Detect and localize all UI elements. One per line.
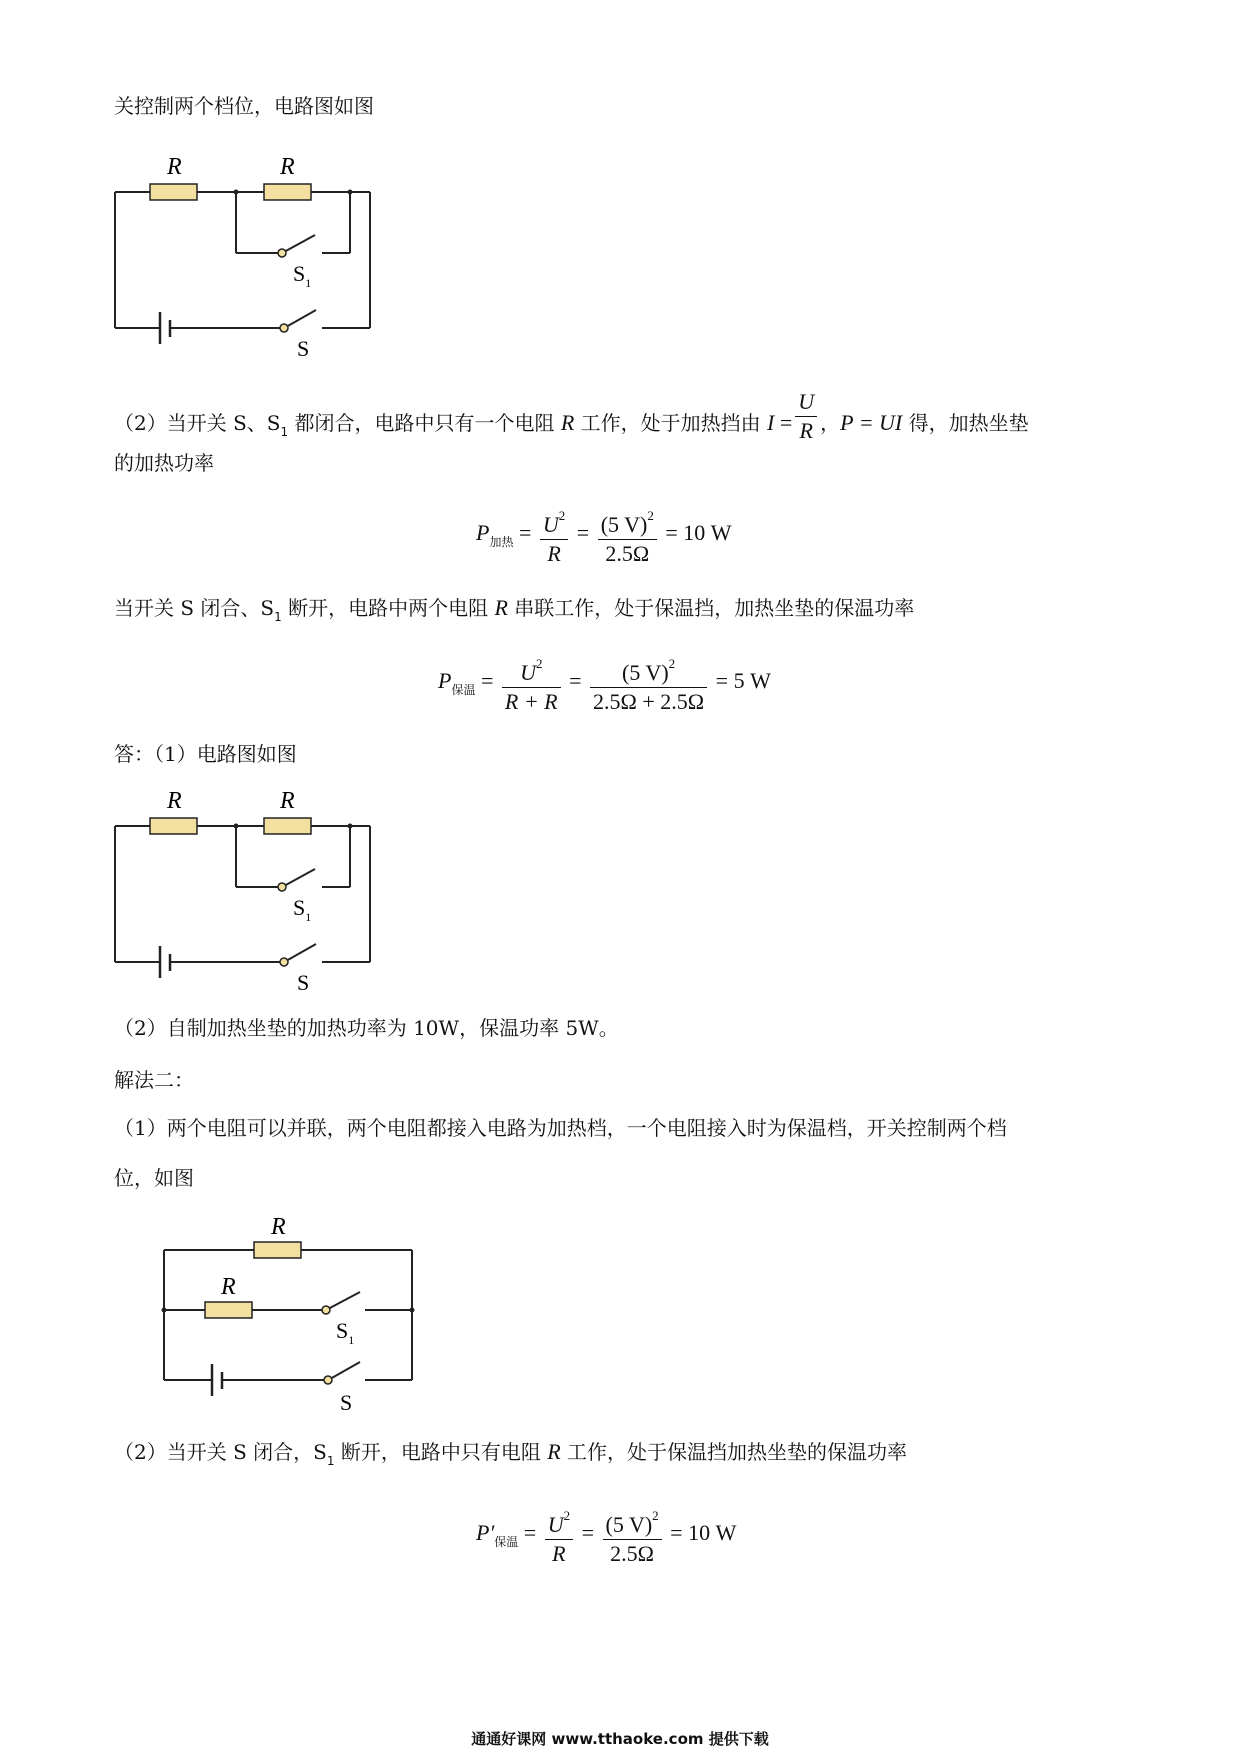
label-S: S [297,970,310,994]
label-R-right: R [280,154,295,180]
resistor-1 [150,818,197,834]
text-line-3: 的加热功率 [114,451,214,475]
equation-keep-warm-power: $P_{保温}$ = $\frac{U^2}{R + R}$ = $\frac{(5 V)^2}{2.5\Omega + 2.5\Omega}$ = 5 W [438,650,771,716]
method-two-line-3: （2）当开关 S 闭合，$S_1$ 断开，电路中只有电阻 R 工作，处于保温挡加热坐垫的保温功率 [114,1439,908,1468]
series-circuit-diagram-1 [100,150,380,360]
label-R-right: R [280,788,295,814]
label-S1: $S_1$ [293,261,312,290]
resistor-1 [150,184,197,200]
resistor-top [254,1242,301,1258]
method-two-heading: 解法二： [114,1068,194,1092]
label-S: S [340,1390,353,1415]
answer-heading: 答：（1）电路图如图 [114,742,297,766]
label-S1: $S_1$ [293,895,312,924]
equation-heating-power: $P_{加热}$ = $\frac{U^2}{R}$ = $\frac{(5 V)^2}{2.5\Omega}$ = 10 W [476,502,732,568]
parallel-circuit-diagram [150,1212,430,1422]
resistor-middle [205,1302,252,1318]
resistor-2 [264,818,311,834]
label-S1: $S_1$ [336,1318,355,1347]
text-line-2: （2）当开关 S、$S_1$ 都闭合，电路中只有一个电阻 R 工作，处于加热挡由 I = $\frac{U}{R}$ ，P = UI 得，加热坐垫 [114,389,1029,443]
equation-keep-warm-power-method-2: $P'_{保温}$ = $\frac{U^2}{R}$ = $\frac{(5 V)^2}{2.5\Omega}$ = 10 W [476,1502,736,1568]
text-line-1: 关控制两个档位，电路图如图 [114,94,374,118]
series-circuit-diagram-2 [100,784,380,994]
fraction-U-over-R: $\frac{U}{R}$ [795,388,817,445]
label-R-left: R [167,154,182,180]
method-two-line-2: 位，如图 [114,1166,194,1190]
answer-part-2: （2）自制加热坐垫的加热功率为 10W，保温功率 5W。 [114,1016,619,1040]
label-S: S [297,336,310,360]
label-R-middle: R [221,1274,236,1300]
method-two-line-1: （1）两个电阻可以并联，两个电阻都接入电路为加热档，一个电阻接入时为保温档，开关控制两个档 [114,1116,1007,1140]
resistor-2 [264,184,311,200]
label-R-left: R [167,788,182,814]
page-footer: 通通好课网 www.tthaoke.com 提供下载 [471,1730,769,1748]
text-line-4: 当开关 S 闭合、$S_1$ 断开，电路中两个电阻 R 串联工作，处于保温挡，加热坐垫的保温功率 [114,595,915,624]
label-R-top: R [271,1214,286,1240]
